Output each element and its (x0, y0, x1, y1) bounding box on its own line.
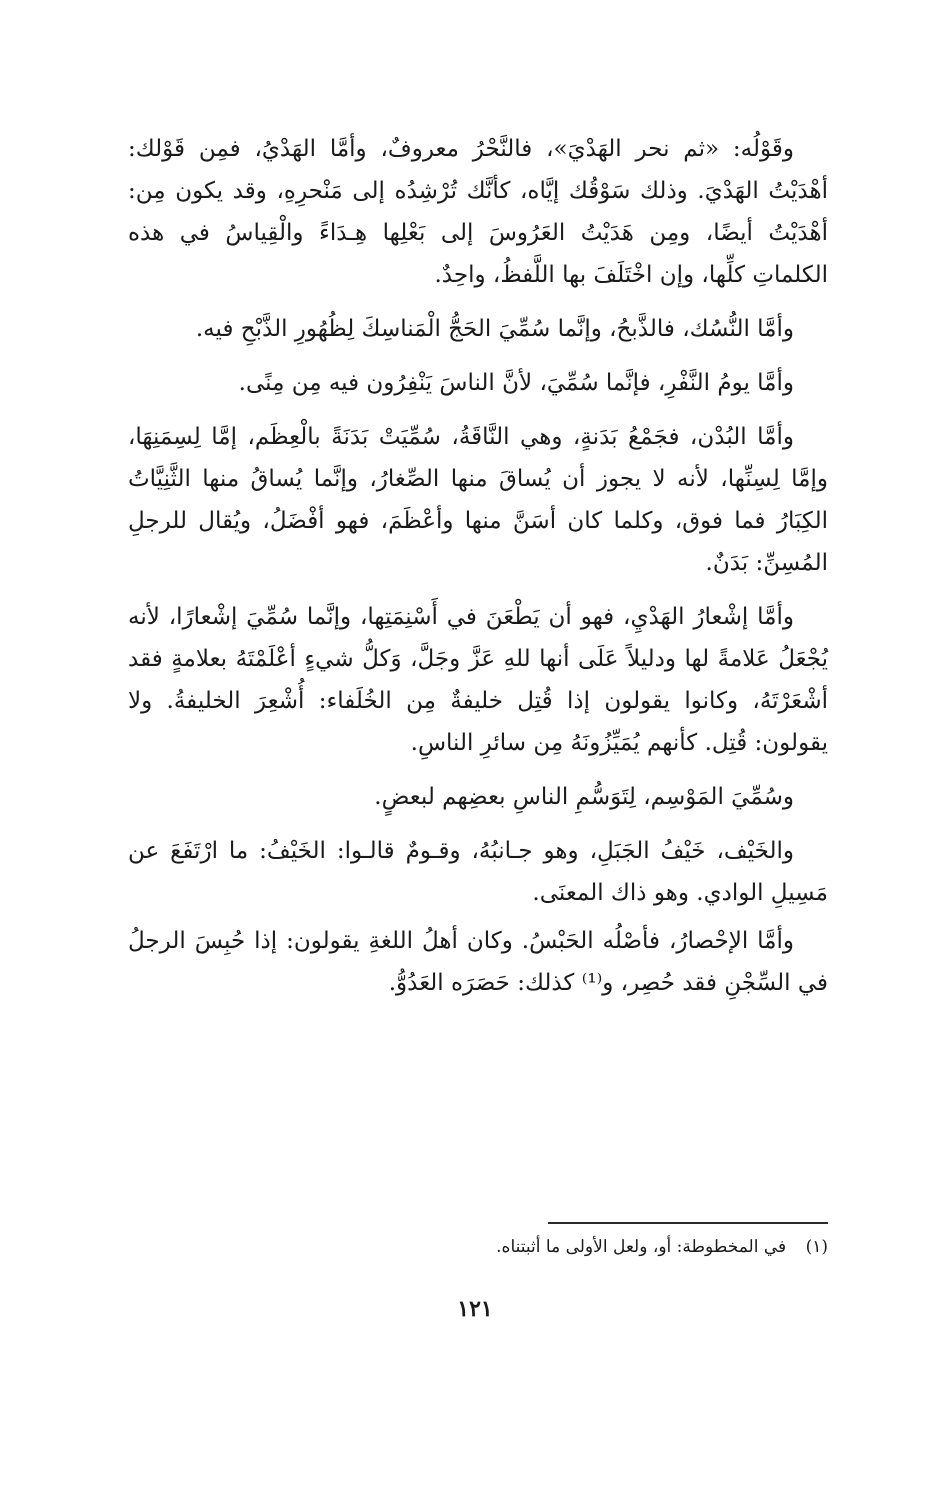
paragraph-nafr: وأمَّا يومُ النَّفْرِ، فإنَّما سُمِّيَ، لأنَّ الناسَ يَنْفِرُون فيه مِن مِنًى. (238, 370, 794, 396)
footnote (128, 1232, 828, 1262)
paragraph-ihsar: وأمَّا الإحْصارُ، فأصْلُه الحَبْسُ. وكان أهلُ اللغةِ يقولون: إذا حُبِسَ الرجلُ في السِّجْنِ فقد حُصِر، و⁽¹⁾ كذلك: حَصَرَه العَدُوُّ. (128, 928, 828, 996)
footnote-text: في المخطوطة: أو، ولعل الأولى ما أثبتناه. (496, 1237, 787, 1257)
paragraph-khayf: والخَيْف، خَيْفُ الجَبَلِ، وهو جـانبُهُ، وقـومٌ قالـوا: الخَيْفُ: ما ارْتَفَعَ عن مَسِيلِ الوادي. وهو ذاك المعنَى. (128, 838, 828, 906)
paragraph-nusuk: وأمَّا النُّسُك، فالذَّبحُ، وإنَّما سُمِّيَ الحَجُّ الْمَناسِكَ لِظُهُورِ الذَّبْحِ فيه. (195, 316, 794, 342)
paragraph-hady: وقَوْلُه: «ثم نحر الهَدْيَ»، فالنَّحْرُ معروفٌ، وأمَّا الهَدْيُ، فمِن قَوْلك: أهْدَيْتُ الهَدْيَ. وذلك سَوْقُك إيَّاه، كأنَّك تُرْشِدُه إلى مَنْحرِهِ، وقد يكون مِن: أهْدَيْتُ أيضًا، ومِن هَدَيْتُ العَرُوسَ إلى بَعْلِها هِـدَاءً والْقِياسُ في هذه الكلماتِ كلِّها، وإن اخْتَلَفَ بها اللَّفظُ، واحِدٌ. (128, 136, 828, 288)
paragraph-ishar: وأمَّا إشْعارُ الهَدْيِ، فهو أن يَطْعَنَ في أَسْنِمَتِها، وإنَّما سُمِّيَ إشْعارًا، لأنه يُجْعَلُ عَلامةً لها ودليلاً عَلَى أنها للهِ عَزَّ وجَلَّ، وَكلُّ شيءٍ أعْلَمْتَهُ بعلامةٍ فقد أشْعَرْتَهُ، وكانوا يقولون إذا قُتِل خليفةٌ مِن الخُلَفاء: أُشْعِرَ الخليفةُ. ولا يقولون: قُتِل. كأنهم يُمَيِّزُونَهُ مِن سائرِ الناسِ. (128, 604, 828, 756)
paragraph-budn: وأمَّا البُدْن، فجَمْعُ بَدَنةٍ، وهي النَّاقَةُ، سُمِّيَتْ بَدَنَةً بالْعِظَم، إمَّا لِسِمَنِهَا، وإمَّا لِسِنِّها، لأنه لا يجوز أن يُساقَ منها الصِّغارُ، وإنَّما يُساقُ منها الثَّنِيَّاتُ الكِبَارُ فما فوق، وكلما كان أسَنَّ منها وأعْظَمَ، فهو أفْضَلُ، ويُقال للرجلِ المُسِنِّ: بَدَنٌ. (128, 424, 828, 576)
footnote-divider (548, 1222, 828, 1224)
footnote-number: (١) (805, 1237, 828, 1257)
paragraph-mawsim: وسُمِّيَ المَوْسِم، لِتَوَسُّمِ الناسِ بعضِهم لبعضٍ. (374, 784, 794, 810)
main-text (128, 128, 828, 1016)
page-number: ١٢١ (457, 1296, 493, 1322)
